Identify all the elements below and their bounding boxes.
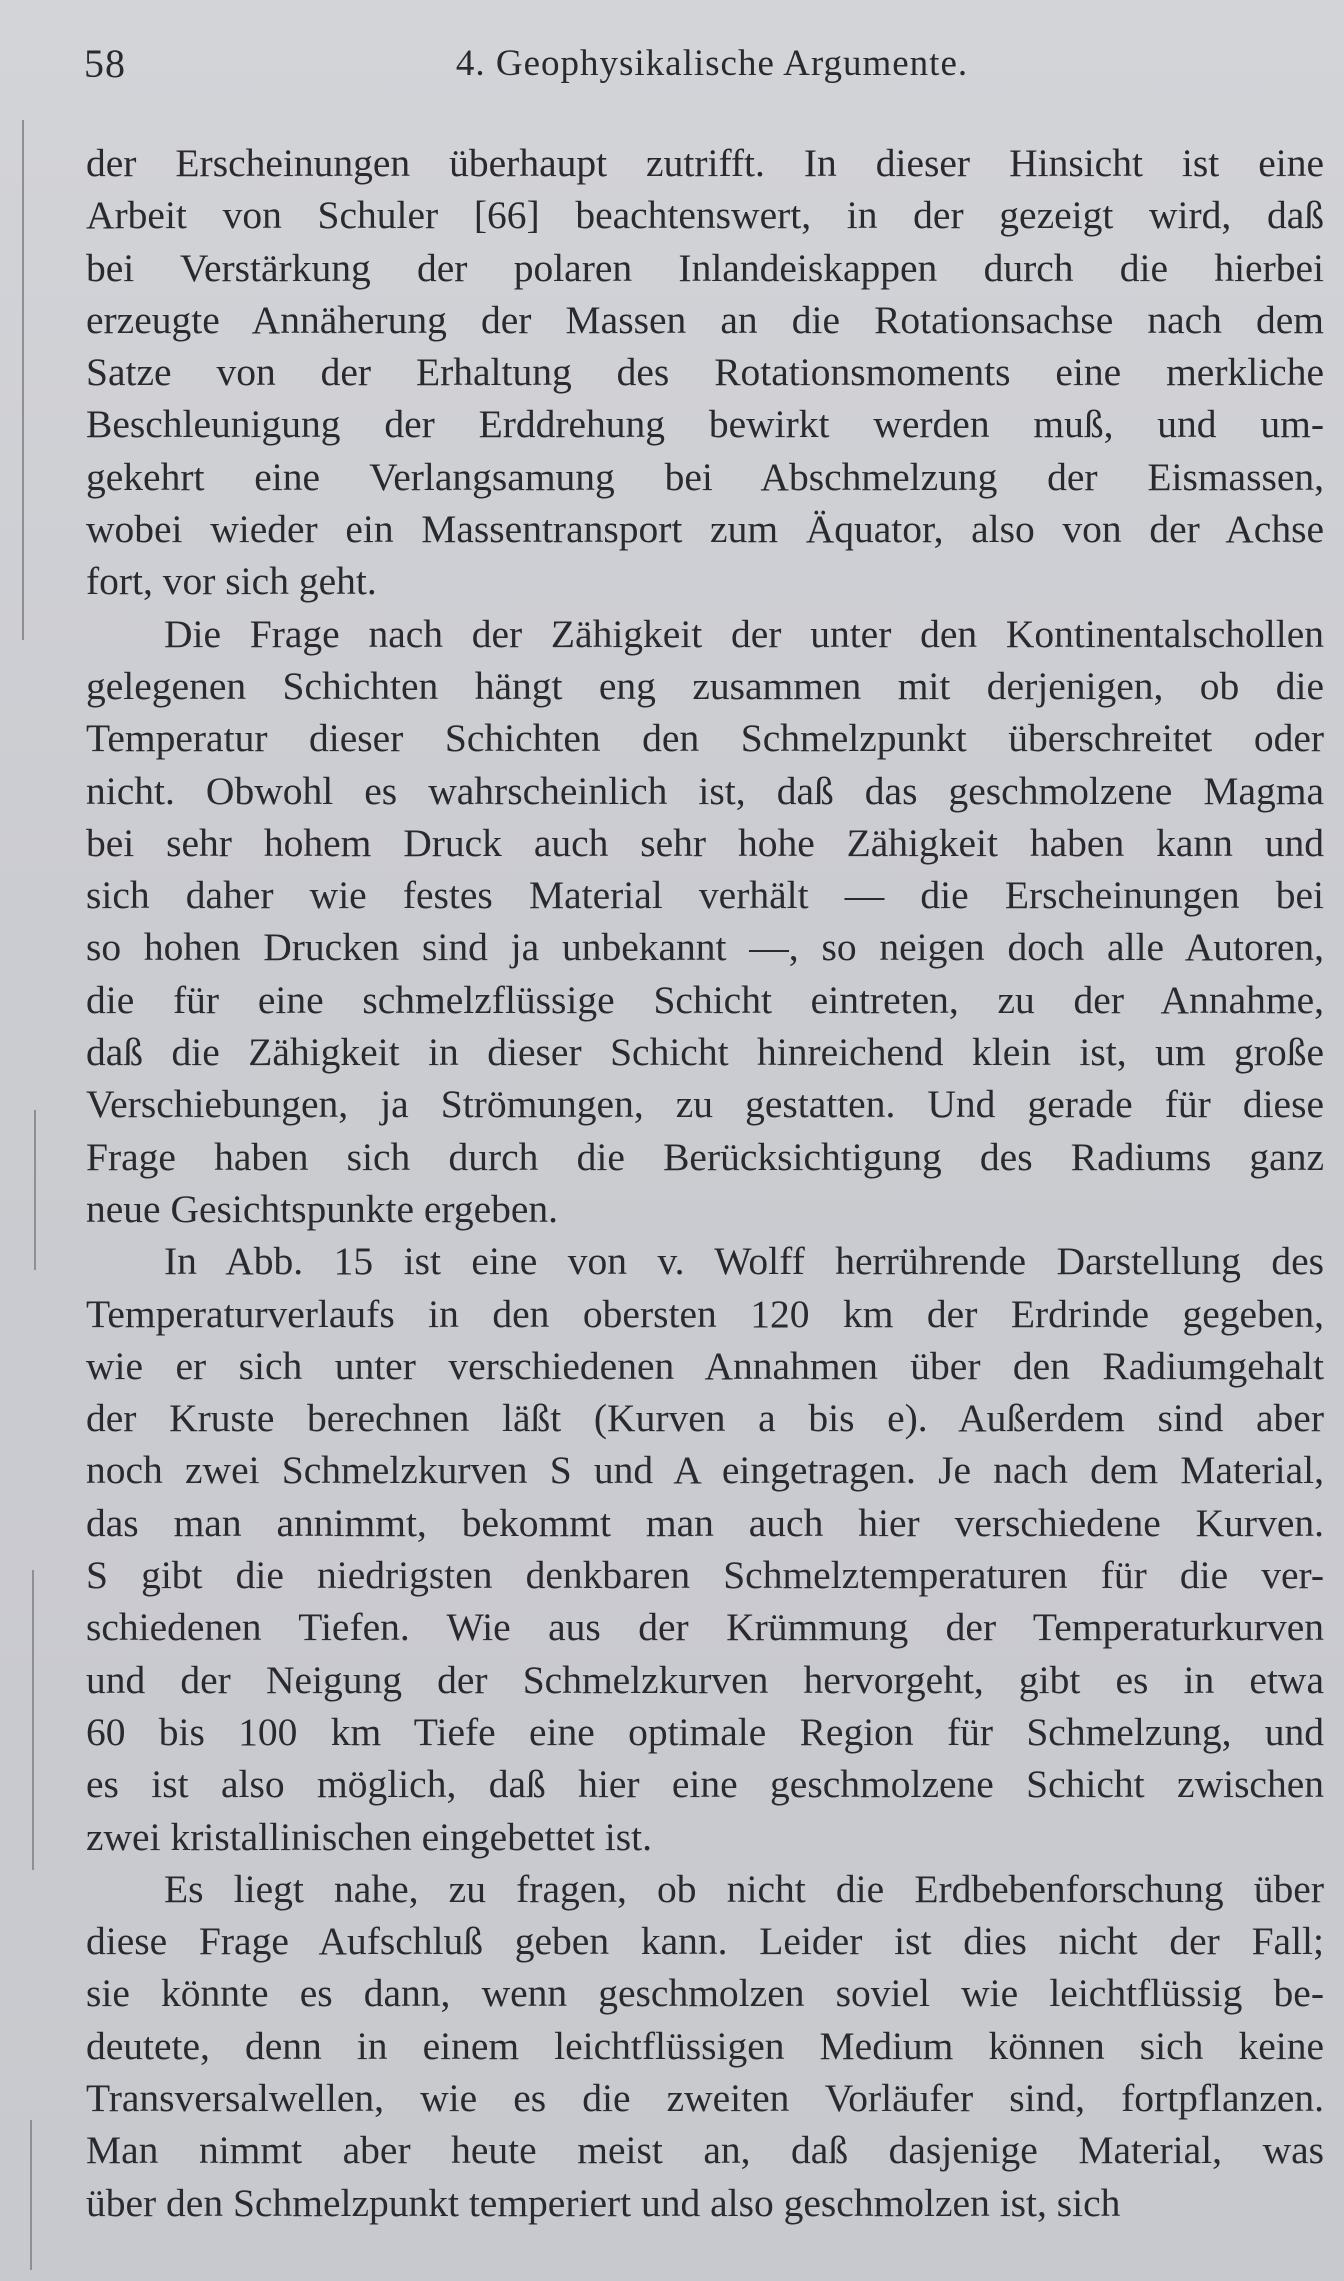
text-line: diese Frage Aufschluß geben kann. Leider ist dies nicht der Fall;: [86, 1919, 1324, 1964]
text-line: Transversalwellen, wie es die zweiten Vorläufer sind, fortpflanzen.: [86, 2075, 1324, 2120]
text-line: das man annimmt, bekommt man auch hier verschiedene Kurven.: [86, 1500, 1324, 1545]
text-line: nicht. Obwohl es wahrscheinlich ist, daß das geschmolzene Magma: [86, 768, 1324, 813]
margin-mark: [34, 1110, 36, 1270]
text-line: gelegenen Schichten hängt eng zusammen mit derjenigen, ob die: [86, 663, 1324, 708]
text-line: die für eine schmelzflüssige Schicht eintreten, zu der Annahme,: [86, 977, 1324, 1022]
text-line: schiedenen Tiefen. Wie aus der Krümmung der Temperaturkurven: [86, 1605, 1324, 1650]
text-line: S gibt die niedrigsten denkbaren Schmelztemperaturen für die ver-: [86, 1553, 1324, 1598]
text-line: zwei kristallinischen eingebettet ist.: [86, 1814, 652, 1859]
text-line: es ist also möglich, daß hier eine geschmolzene Schicht zwischen: [86, 1762, 1324, 1807]
text-line: sie könnte es dann, wenn geschmolzen soviel wie leichtflüssig be-: [86, 1971, 1324, 2016]
text-line: Es liegt nahe, zu fragen, ob nicht die Erdbebenforschung über: [164, 1866, 1324, 1911]
paragraph: [86, 608, 1324, 1236]
text-line: Frage haben sich durch die Berücksichtigung des Radiums ganz: [86, 1134, 1324, 1179]
paragraph: [86, 137, 1324, 608]
text-line: und der Neigung der Schmelzkurven hervorgeht, gibt es in etwa: [86, 1657, 1324, 1702]
text-line: bei Verstärkung der polaren Inlandeiskappen durch die hierbei: [86, 245, 1324, 290]
running-title: 4. Geophysikalische Argumente.: [455, 43, 969, 84]
text-line: so hohen Drucken sind ja unbekannt —, so neigen doch alle Autoren,: [86, 925, 1324, 970]
body-text: [86, 137, 1324, 2229]
text-line: der Kruste berechnen läßt (Kurven a bis e). Außerdem sind aber: [86, 1396, 1324, 1441]
text-line: deutete, denn in einem leichtflüssigen Medium können sich keine: [86, 2023, 1324, 2068]
text-line: 60 bis 100 km Tiefe eine optimale Region für Schmelzung, und: [86, 1709, 1324, 1754]
text-line: Arbeit von Schuler [66] beachtenswert, in der gezeigt wird, daß: [86, 193, 1324, 238]
text-line: über den Schmelzpunkt temperiert und also geschmolzen ist, sich: [86, 2180, 1121, 2225]
margin-mark: [32, 1570, 34, 1870]
text-line: Beschleunigung der Erddrehung bewirkt werden muß, und um-: [86, 402, 1324, 447]
paragraph: [86, 1235, 1324, 1863]
page-header: [0, 40, 1344, 90]
text-line: fort, vor sich geht.: [86, 559, 377, 604]
text-line: Die Frage nach der Zähigkeit der unter den Kontinentalschollen: [164, 611, 1324, 656]
text-line: Satze von der Erhaltung des Rotationsmoments eine merkliche: [86, 350, 1324, 395]
text-line: gekehrt eine Verlangsamung bei Abschmelzung der Eismassen,: [86, 454, 1324, 499]
text-line: Temperaturverlaufs in den obersten 120 km der Erdrinde gegeben,: [86, 1291, 1324, 1336]
text-line: Temperatur dieser Schichten den Schmelzpunkt überschreitet oder: [86, 716, 1324, 761]
text-line: bei sehr hohem Druck auch sehr hohe Zähigkeit haben kann und: [86, 820, 1324, 865]
text-line: daß die Zähigkeit in dieser Schicht hinreichend klein ist, um große: [86, 1030, 1324, 1075]
text-line: In Abb. 15 ist eine von v. Wolff herrührende Darstellung des: [164, 1239, 1324, 1284]
text-line: erzeugte Annäherung der Massen an die Rotationsachse nach dem: [86, 297, 1324, 342]
text-line: neue Gesichtspunkte ergeben.: [86, 1186, 559, 1231]
text-line: Man nimmt aber heute meist an, daß dasjenige Material, was: [86, 2128, 1324, 2173]
text-line: sich daher wie festes Material verhält — die Erscheinungen bei: [86, 873, 1324, 918]
text-line: Verschiebungen, ja Strömungen, zu gestatten. Und gerade für diese: [86, 1082, 1324, 1127]
text-line: der Erscheinungen überhaupt zutrifft. In dieser Hinsicht ist eine: [86, 141, 1324, 185]
text-line: wie er sich unter verschiedenen Annahmen über den Radiumgehalt: [86, 1343, 1324, 1388]
paragraph: [86, 1863, 1324, 2229]
text-line: noch zwei Schmelzkurven S und A eingetragen. Je nach dem Material,: [86, 1448, 1324, 1493]
text-line: wobei wieder ein Massentransport zum Äquator, also von der Achse: [86, 507, 1324, 552]
margin-mark: [30, 2120, 32, 2270]
page-number: 58: [84, 41, 126, 86]
margin-mark: [22, 120, 24, 640]
